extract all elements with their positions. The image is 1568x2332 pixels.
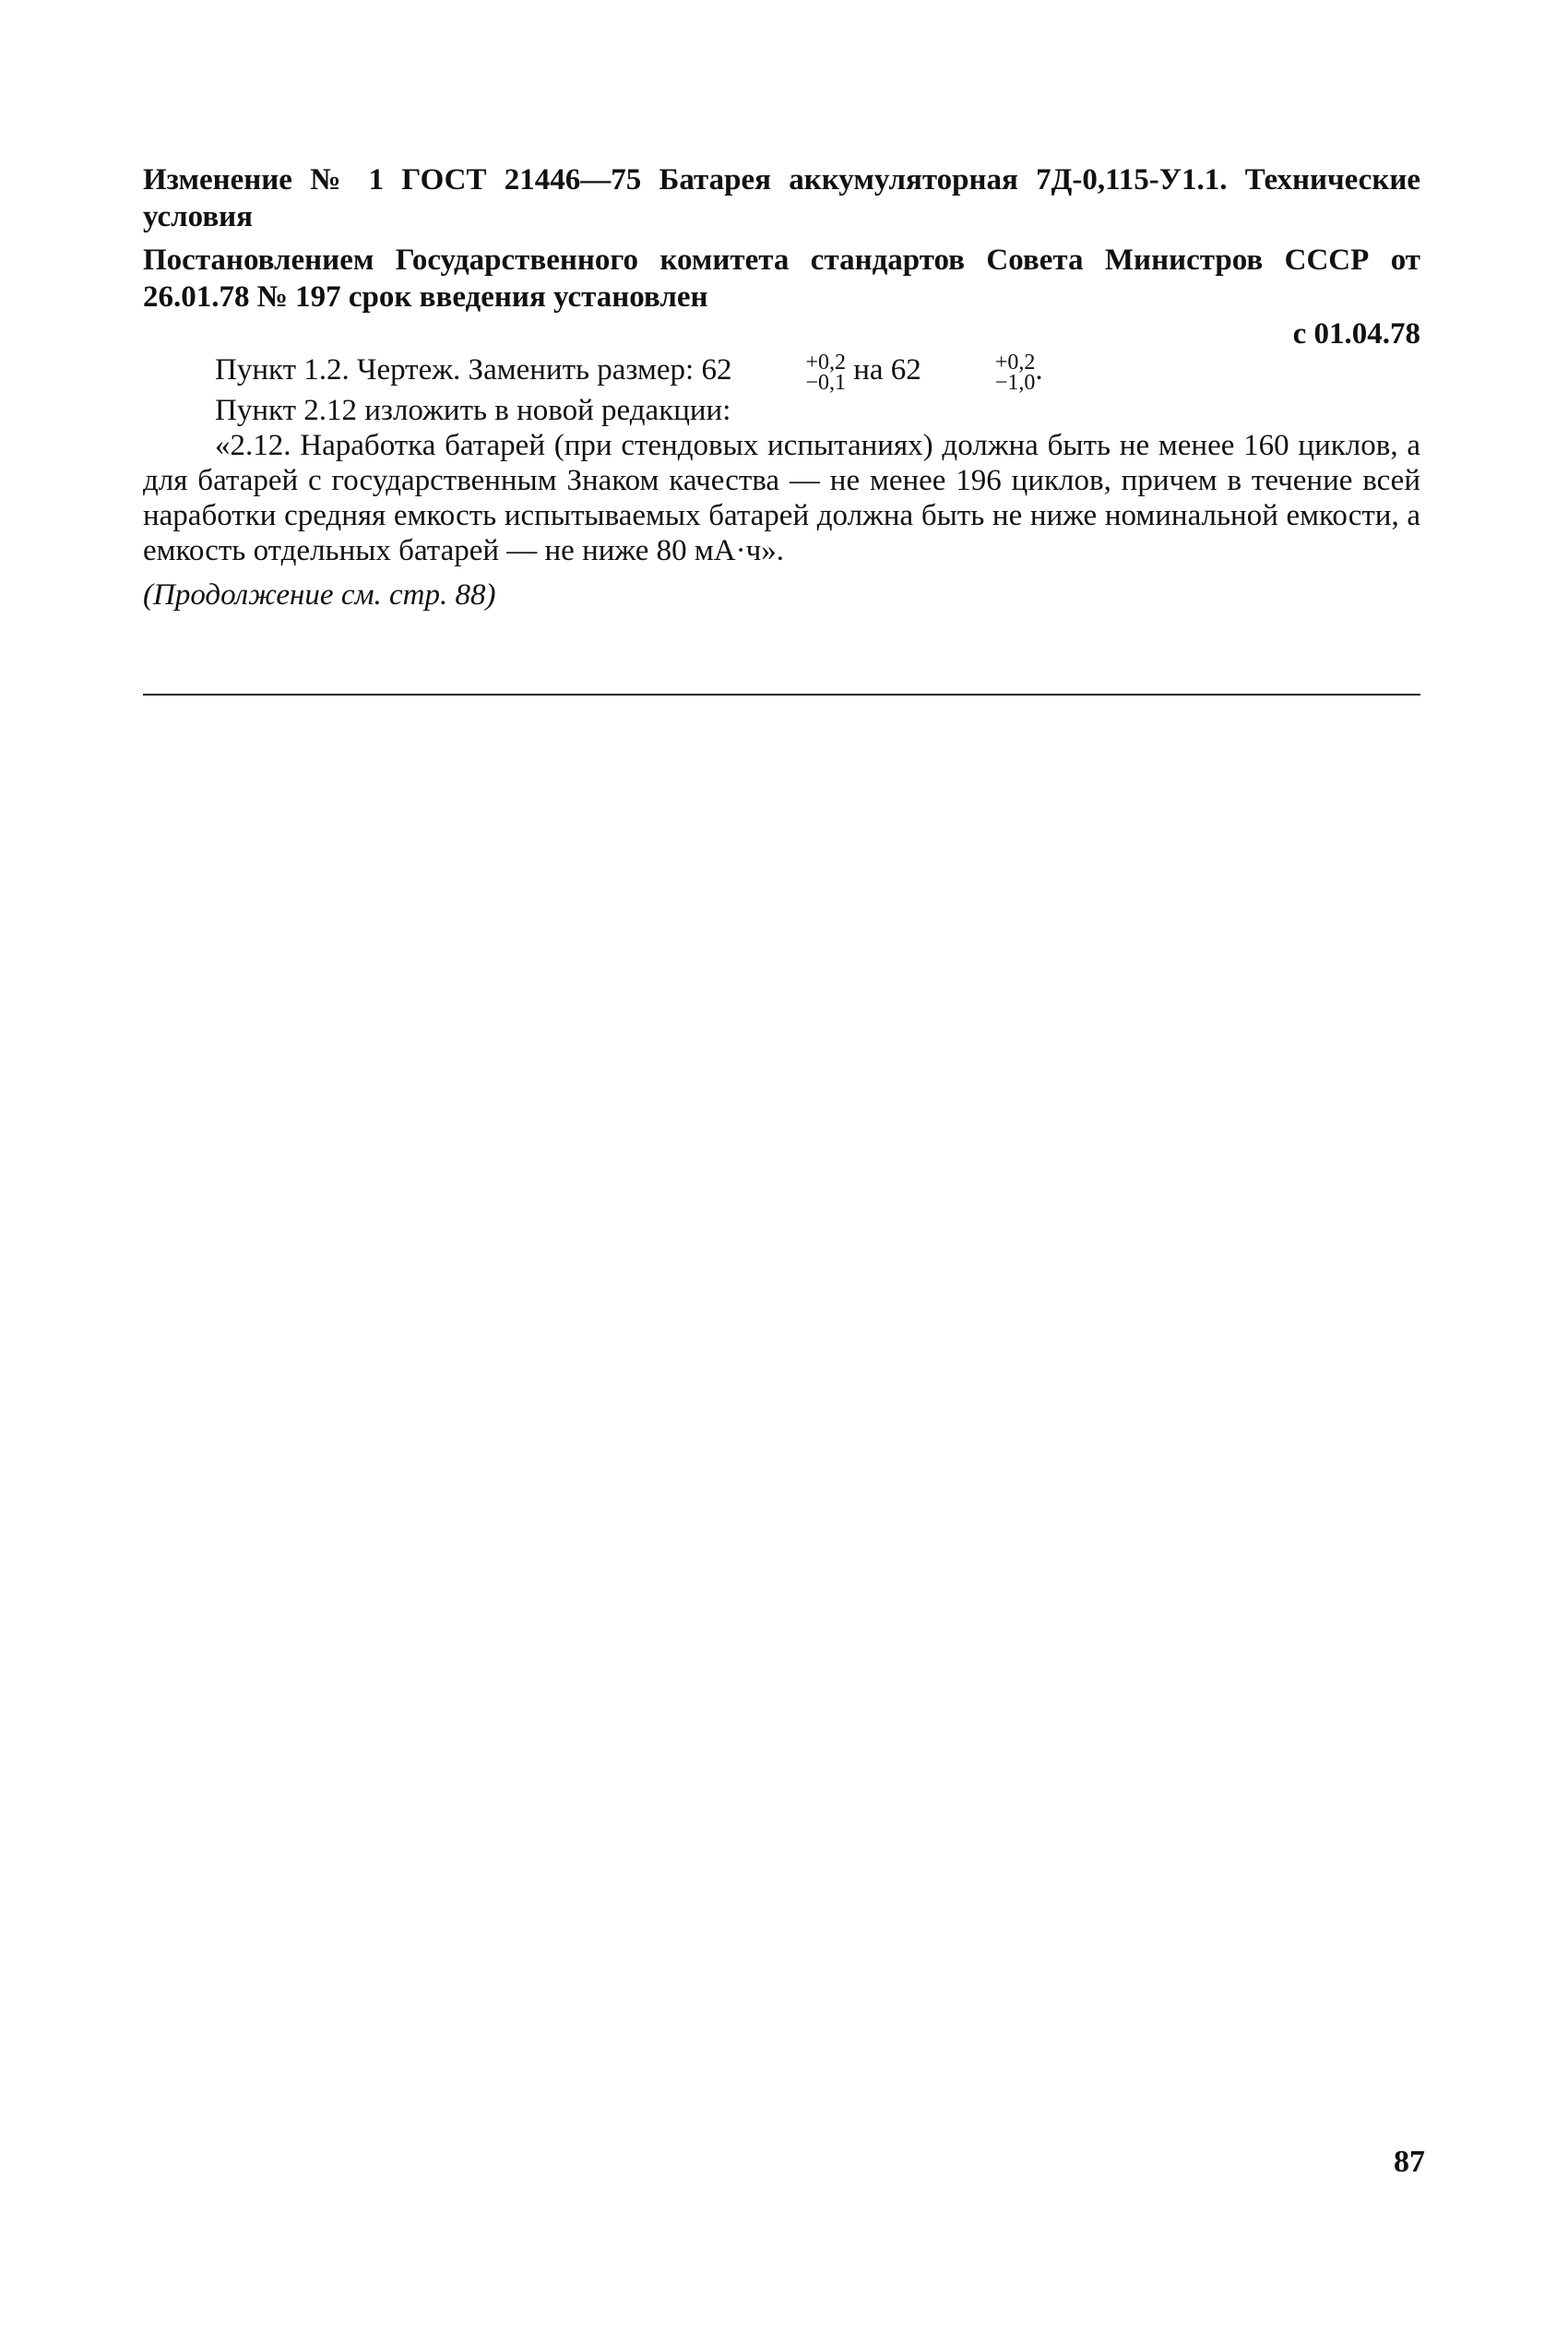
new-tolerance-lower: −1,0	[994, 371, 1036, 395]
clause-2-12-intro: Пункт 2.12 изложить в новой редакции:	[215, 394, 731, 427]
clause-1-2	[143, 352, 1420, 393]
resolution-block	[143, 242, 1420, 352]
amendment-title-text: Изменение № 1 ГОСТ 21446—75 Батарея аккумуляторная 7Д-0,115-У1.1. Технические условия	[143, 163, 1420, 233]
new-tolerance-upper: +0,2	[994, 351, 1036, 375]
clause-2-12-text: «2.12. Наработка батарей (при стендовых испытаниях) должна быть не менее 160 циклов, а для батарей с государственным Знаком качества — не менее 196 циклов, причем в течение всей наработки средняя емкость испытываемых батарей должна быть не ниже номинальной емкости, а емкость отдельных батарей — не ниже 80 мА·ч».	[143, 429, 1420, 567]
continuation-note: (Продолжение см. стр. 88)	[143, 578, 496, 612]
old-tolerance	[733, 352, 846, 393]
clauses-block	[143, 352, 1420, 613]
new-tolerance	[923, 352, 1036, 393]
clause-1-2-middle: на 62	[846, 353, 921, 387]
resolution-text: Постановлением Государственного комитета стандартов Совета Министров СССР от 26.01.78 № 197 срок введения установлен	[143, 244, 1420, 314]
page-number: 87	[1394, 2145, 1425, 2179]
section-divider	[143, 694, 1420, 696]
effective-date: с 01.04.78	[1292, 317, 1420, 351]
clause-1-2-suffix: .	[1035, 353, 1043, 387]
clause-1-2-prefix: Пункт 1.2. Чертеж. Заменить размер: 62	[215, 353, 732, 387]
old-tolerance-upper: +0,2	[805, 351, 846, 375]
old-tolerance-lower: −0,1	[805, 371, 846, 395]
amendment-title	[143, 161, 1420, 235]
